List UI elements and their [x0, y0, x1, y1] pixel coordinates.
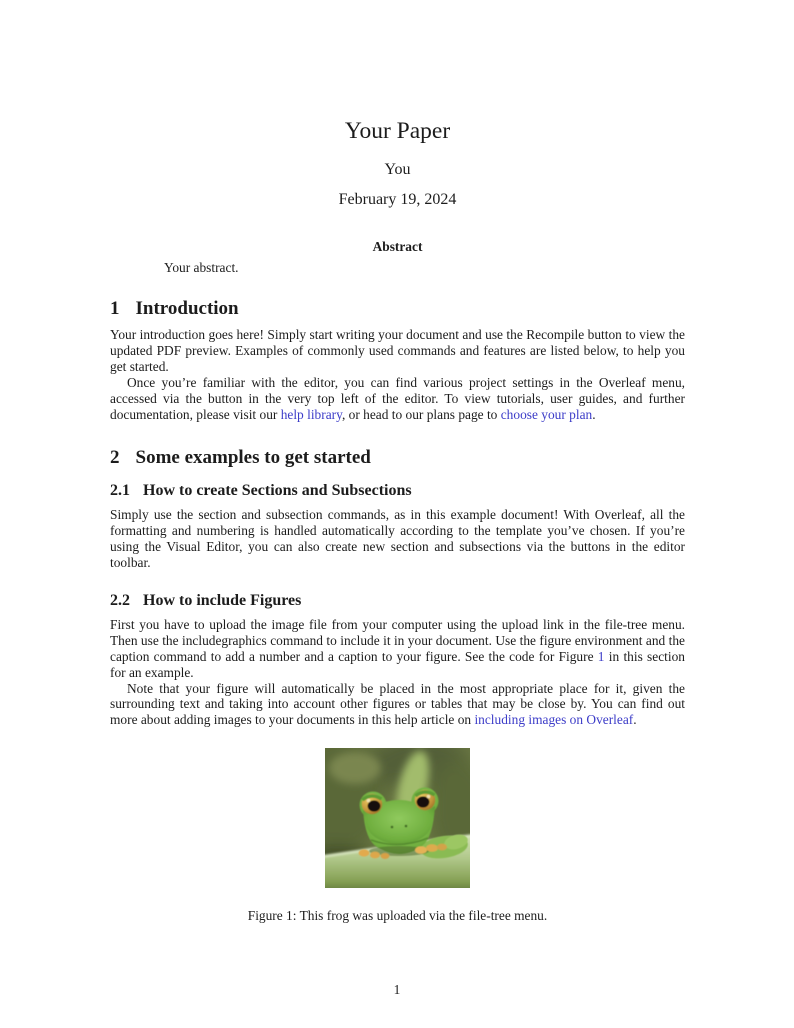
sections-paragraph: Simply use the section and subsection commands, as in this example document! With Overleaf, all the formatting and numbering is handled automatically according to the template you’ve chosen. If you’re using the Visual Editor, you can also create new section and subsections via the buttons in the editor toolbar. — [110, 507, 685, 570]
subsection-heading-sections — [110, 481, 685, 500]
paper-date: February 19, 2024 — [338, 191, 457, 208]
abstract-heading: Abstract — [372, 239, 423, 254]
subsection-heading-figures — [110, 591, 685, 610]
subsection-title: How to include Figures — [143, 591, 302, 609]
text-run: , or head to our plans page to — [341, 406, 501, 422]
section-heading-examples — [110, 447, 685, 470]
section-title: Introduction — [135, 297, 239, 319]
figures-paragraph-2 — [110, 681, 685, 729]
text-run: . — [633, 712, 637, 728]
abstract-text: Your abstract. — [164, 259, 239, 275]
text-run: Once you’re familiar with the editor, you can find various project settings in the Overleaf menu, accessed via the button in the very top left of the editor. To view tutorials, user guides, and further documentation, please visit our — [110, 375, 685, 422]
paper-title: Your Paper — [344, 118, 451, 144]
text-run: First you have to upload the image file from your computer using the upload link in the file-tree menu. Then use the includegraphics command to include it in your document. Use the figure environment and the caption command to add a number and a caption to your figure. See the code for Figure — [110, 616, 685, 664]
figure-1 — [110, 748, 685, 924]
choose-your-plan-link[interactable]: choose your plan — [500, 406, 593, 422]
figure-caption: Figure 1: This frog was uploaded via the file-tree menu. — [247, 908, 548, 924]
page-number: 1 — [393, 982, 401, 998]
text-run: Note that your figure will automatically be placed in the most appropriate place for it, given the surrounding text and taking into account other figures or tables that may be close by. You can find out more about adding images to your documents in this help article on — [110, 680, 685, 728]
intro-paragraph-2 — [110, 375, 685, 423]
section-number: 2 — [110, 446, 120, 468]
intro-paragraph-1: Your introduction goes here! Simply start writing your document and use the Recompile button to view the updated PDF preview. Examples of commonly used commands and features are listed below, to help you get started. — [110, 327, 685, 375]
frog-photo-image — [325, 748, 470, 888]
text-run: in this section for an example. — [110, 648, 685, 680]
section-heading-introduction — [110, 298, 685, 321]
figures-paragraph-1 — [110, 617, 685, 681]
figure-1-ref-link[interactable]: 1 — [597, 648, 605, 664]
subsection-number: 2.1 — [110, 482, 130, 500]
subsection-title: How to create Sections and Subsections — [143, 482, 412, 500]
subsection-number: 2.2 — [110, 591, 130, 609]
help-library-link[interactable]: help library — [280, 406, 342, 422]
text-run: . — [592, 406, 596, 422]
including-images-link[interactable]: including images on Overleaf — [474, 712, 634, 728]
title-block — [110, 118, 685, 209]
paper-author: You — [384, 161, 411, 178]
section-number: 1 — [110, 297, 120, 319]
section-title: Some examples to get started — [135, 446, 371, 468]
